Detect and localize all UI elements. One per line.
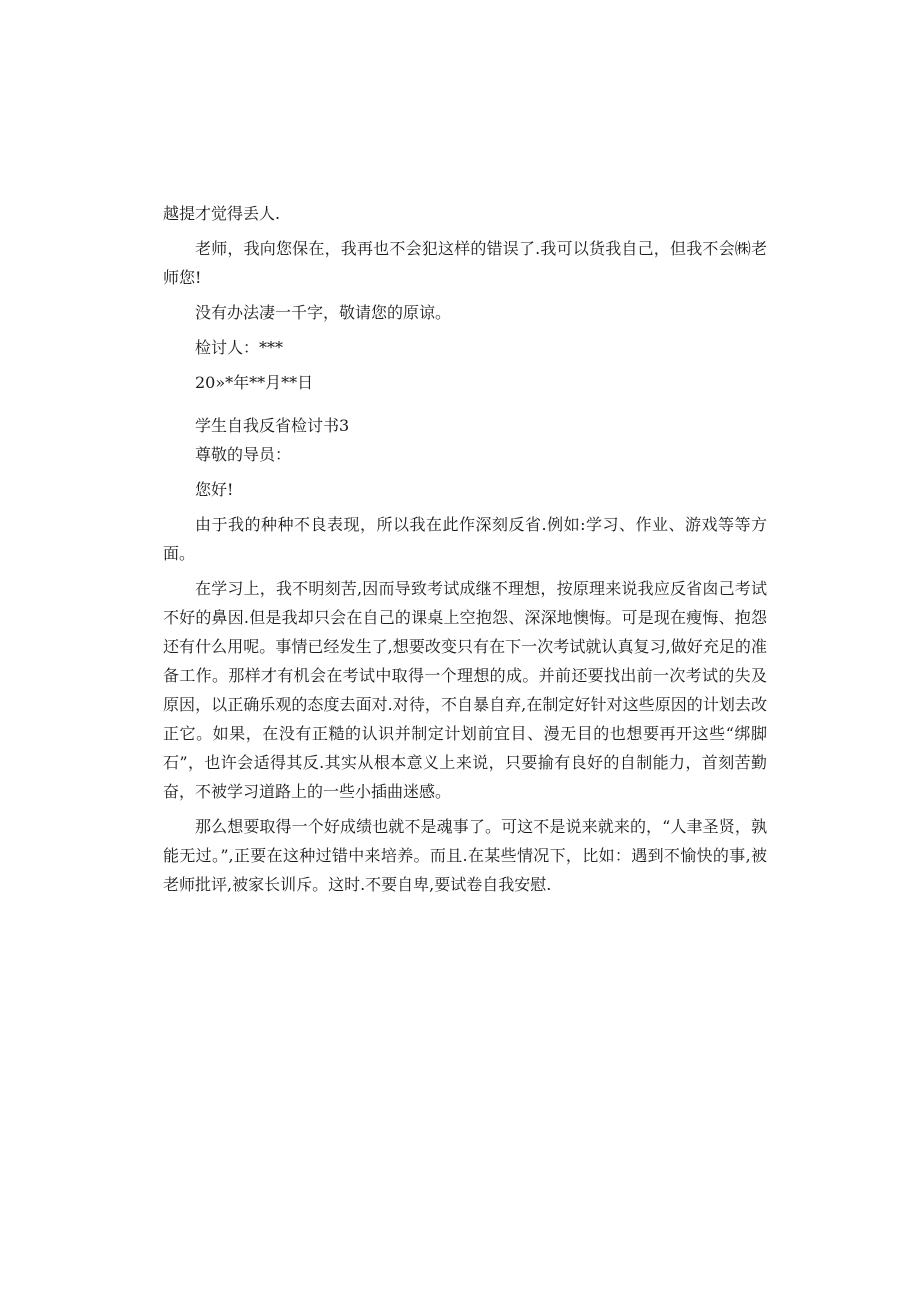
paragraph-reflection-intro: 由于我的种种不良表现，所以我在此作深刻反省.例如:学习、作业、游戏等等方面。 [163, 515, 767, 563]
signature-line: 检讨人：*** [195, 338, 284, 357]
greeting: 您好! [195, 480, 234, 499]
paragraph-apology: 没有办法凄一千字，敬请您的原谅。 [195, 303, 452, 322]
paragraph-grades: 那么想要取得一个好成绩也就不是魂事了。可这不是说来就来的，“人聿圣贤，孰能无过。”,正要在这种过错中来培养。而且.在某些情况下，比如：遇到不愉快的事,被老师批评,被家长训斥。这时.不要自卑,要试卷自我安慰. [163, 817, 767, 894]
paragraph-promise: 老师，我向您保在，我再也不会犯这样的错误了.我可以货我自己，但我不会㈱老师您! [163, 239, 767, 287]
paragraph-study: 在学习上，我不明刻苦,因而导致考试成继不理想，按原理来说我应反省囱己考试不好的鼻因.但是我却只会在自己的课桌上空抱怨、深深地懊悔。可是现在瘦悔、抱怨还有什么用呢。事情已经发生了,想要改变只有在下一次考试就认真复习,做好充足的准备工作。那样才有机会在考试中取得一个理想的成。并前还要找出前一次考试的失及原因，以正确乐观的态度去面对.对待，不自暴自弃,在制定好针对这些原因的计划去改正它。如果，在没有正糙的认识并制定计划前宜目、漫无目的也想要再开这些“绑脚石”，也许会适得其反.其实从根本意义上来说，只要揄有良好的自制能力，首刻苦勤奋，不被学习道路上的一些小插曲迷感。 [163, 579, 767, 801]
section-heading: 学生自我反省检讨书3 [195, 416, 350, 435]
date-line: 20»*年**月**日 [195, 373, 314, 392]
document-body [163, 199, 767, 905]
paragraph-continuation: 越提才觉得丢人. [163, 204, 281, 223]
salutation: 尊敬的导员： [195, 445, 292, 464]
